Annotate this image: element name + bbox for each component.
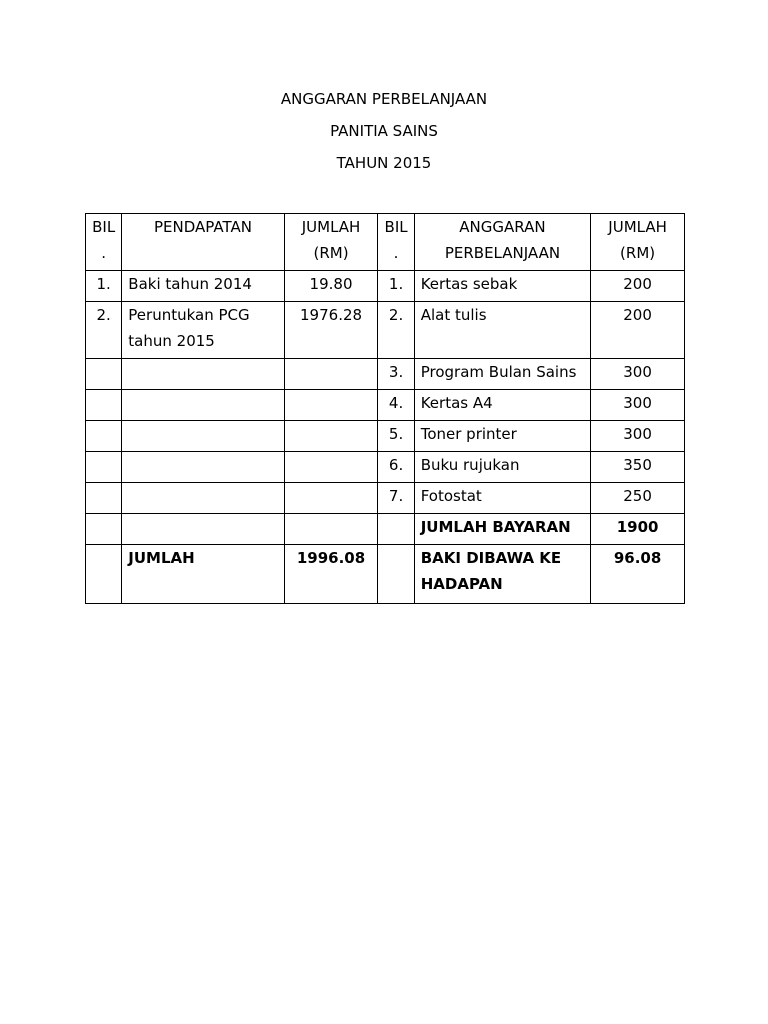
empty-cell — [284, 514, 378, 545]
title-line-3: TAHUN 2015 — [336, 154, 432, 172]
expense-item: Alat tulis — [414, 302, 590, 359]
table-row — [86, 483, 685, 514]
header-anggaran: ANGGARAN PERBELANJAAN — [414, 214, 590, 271]
expense-amount: 200 — [591, 271, 685, 302]
expense-bil: 4. — [378, 390, 414, 421]
header-jumlah-left: JUMLAH (RM) — [284, 214, 378, 271]
expense-amount: 200 — [591, 302, 685, 359]
document-title — [0, 83, 768, 179]
income-item: Peruntukan PCG tahun 2015 — [122, 302, 284, 359]
header-pendapatan: PENDAPATAN — [122, 214, 284, 271]
table-row — [86, 421, 685, 452]
expense-amount: 350 — [591, 452, 685, 483]
header-bil-left: BIL . — [86, 214, 122, 271]
jumlah-bayaran-label: JUMLAH BAYARAN — [414, 514, 590, 545]
income-amount: 1976.28 — [284, 302, 378, 359]
table-row — [86, 271, 685, 302]
empty-cell — [122, 514, 284, 545]
expense-amount: 300 — [591, 421, 685, 452]
empty-cell — [86, 514, 122, 545]
jumlah-amount: 1996.08 — [284, 545, 378, 604]
header-jumlah-right: JUMLAH (RM) — [591, 214, 685, 271]
empty-cell — [86, 545, 122, 604]
empty-cell — [378, 514, 414, 545]
income-bil: 2. — [86, 302, 122, 359]
jumlah-bayaran-amount: 1900 — [591, 514, 685, 545]
total-row — [86, 545, 685, 604]
expense-bil: 2. — [378, 302, 414, 359]
expense-amount: 300 — [591, 359, 685, 390]
expense-bil: 7. — [378, 483, 414, 514]
header-bil-right: BIL . — [378, 214, 414, 271]
expense-item: Toner printer — [414, 421, 590, 452]
budget-table — [85, 213, 685, 604]
table-row — [86, 302, 685, 359]
title-line-1: ANGGARAN PERBELANJAAN — [280, 90, 488, 108]
expense-bil: 3. — [378, 359, 414, 390]
empty-cell — [86, 390, 122, 421]
jumlah-bayaran-row — [86, 514, 685, 545]
table-row — [86, 390, 685, 421]
expense-item: Program Bulan Sains — [414, 359, 590, 390]
expense-item: Fotostat — [414, 483, 590, 514]
table-row — [86, 359, 685, 390]
empty-cell — [284, 390, 378, 421]
empty-cell — [122, 390, 284, 421]
empty-cell — [86, 359, 122, 390]
expense-bil: 5. — [378, 421, 414, 452]
table-row — [86, 452, 685, 483]
expense-item: Kertas sebak — [414, 271, 590, 302]
expense-bil: 1. — [378, 271, 414, 302]
income-item: Baki tahun 2014 — [122, 271, 284, 302]
empty-cell — [122, 421, 284, 452]
expense-amount: 300 — [591, 390, 685, 421]
table-header-row — [86, 214, 685, 271]
empty-cell — [284, 421, 378, 452]
empty-cell — [378, 545, 414, 604]
empty-cell — [122, 359, 284, 390]
empty-cell — [86, 483, 122, 514]
jumlah-label: JUMLAH — [122, 545, 284, 604]
empty-cell — [122, 483, 284, 514]
empty-cell — [86, 452, 122, 483]
empty-cell — [284, 483, 378, 514]
empty-cell — [122, 452, 284, 483]
income-amount: 19.80 — [284, 271, 378, 302]
empty-cell — [284, 359, 378, 390]
baki-amount: 96.08 — [591, 545, 685, 604]
expense-bil: 6. — [378, 452, 414, 483]
empty-cell — [86, 421, 122, 452]
expense-item: Kertas A4 — [414, 390, 590, 421]
empty-cell — [284, 452, 378, 483]
expense-item: Buku rujukan — [414, 452, 590, 483]
title-line-2: PANITIA SAINS — [330, 122, 438, 140]
baki-label: BAKI DIBAWA KE HADAPAN — [414, 545, 590, 604]
income-bil: 1. — [86, 271, 122, 302]
expense-amount: 250 — [591, 483, 685, 514]
